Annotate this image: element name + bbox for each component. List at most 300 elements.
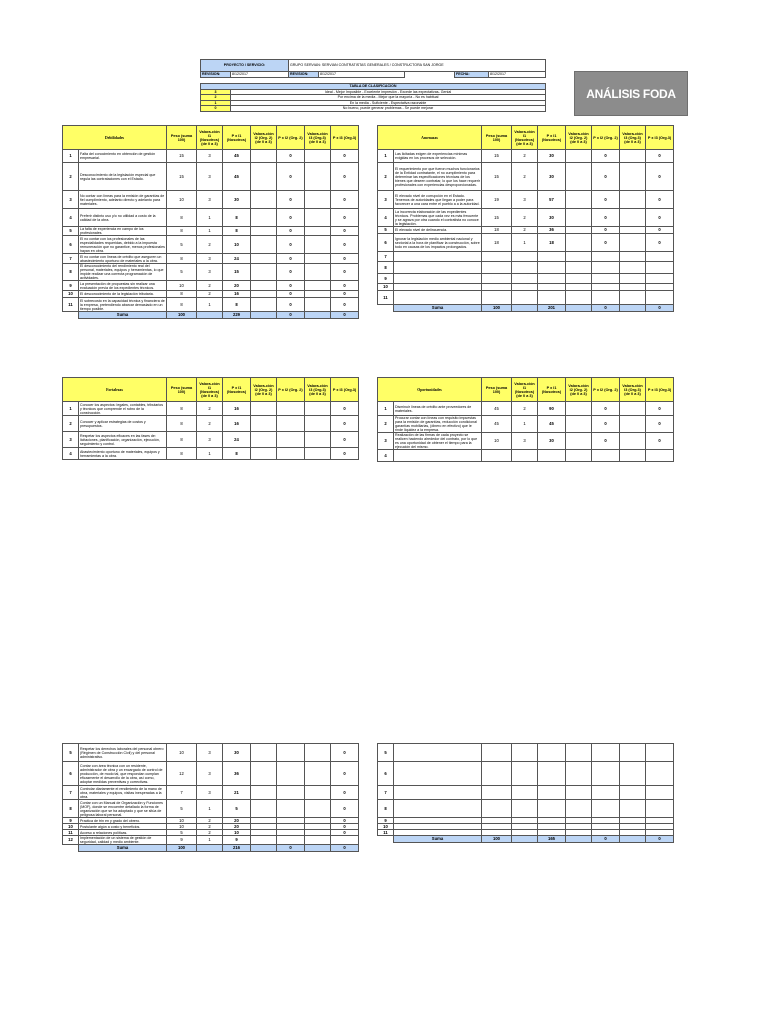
p-x-i3-cell	[646, 762, 674, 786]
valoracion-2-cell[interactable]	[251, 448, 277, 460]
valoracion-1-cell[interactable]: 2	[197, 830, 223, 836]
p-x-i1-cell: 5	[223, 800, 251, 818]
peso-cell[interactable]: 45	[482, 416, 512, 433]
valoracion-3-cell[interactable]	[305, 836, 331, 845]
scale-number: 1	[201, 100, 231, 106]
row-description[interactable]	[394, 450, 482, 462]
valoracion-2-cell[interactable]	[566, 234, 592, 252]
valoracion-1-cell[interactable]: 3	[197, 163, 223, 191]
p-x-i3-cell: 0	[646, 163, 674, 191]
valoracion-3-cell[interactable]	[620, 762, 646, 786]
valoracion-1-cell[interactable]: 3	[197, 150, 223, 163]
valoracion-2-cell[interactable]	[566, 744, 592, 762]
valoracion-3-cell[interactable]	[305, 416, 331, 432]
valoracion-3-cell[interactable]	[305, 800, 331, 818]
p-x-i3-cell	[646, 291, 674, 305]
p-x-i3-cell: 0	[331, 416, 359, 432]
peso-cell[interactable]: 9	[167, 836, 197, 845]
p-x-i2-cell: 0	[592, 402, 620, 416]
row-description[interactable]: Acceso a relaciones políticas.	[79, 830, 167, 836]
peso-cell[interactable]	[482, 284, 512, 291]
p-x-i1-cell: 16	[223, 402, 251, 416]
valoracion-1-cell[interactable]: 2	[197, 402, 223, 416]
valoracion-1-cell[interactable]: 1	[512, 234, 538, 252]
valoracion-1-cell[interactable]: 2	[512, 209, 538, 227]
p-x-i3-cell: 0	[331, 254, 359, 264]
peso-cell[interactable]	[482, 800, 512, 818]
p-x-i1-cell: 30	[223, 744, 251, 762]
valoracion-3-cell[interactable]	[620, 227, 646, 234]
valoracion-1-cell[interactable]	[512, 786, 538, 800]
p-x-i3-cell: 0	[646, 416, 674, 433]
sum-p2: 0	[277, 312, 305, 319]
peso-cell[interactable]: 8	[167, 298, 197, 312]
valoracion-1-cell[interactable]	[512, 800, 538, 818]
table-row	[63, 432, 359, 448]
table-row	[378, 786, 674, 800]
row-description[interactable]	[394, 252, 482, 262]
peso-cell[interactable]	[482, 762, 512, 786]
valoracion-1-cell[interactable]: 3	[197, 762, 223, 786]
p-x-i1-cell: 18	[538, 234, 566, 252]
valoracion-2-cell[interactable]	[566, 252, 592, 262]
row-description[interactable]: Realización de las firmas de cada proyecto se realicen haciendo alrededor del contrato, por lo que es una oportunidad de obtener el tiempo para la ejecución del mismo.	[394, 433, 482, 450]
p-x-i3-cell: 0	[331, 227, 359, 236]
p-x-i1-cell: 57	[538, 191, 566, 209]
peso-cell[interactable]	[482, 274, 512, 284]
sum-p3: 0	[331, 845, 359, 852]
valoracion-1-cell[interactable]: 2	[197, 818, 223, 824]
row-description[interactable]: La incorrecta elaboración de las expedientes técnicos. Problemas que cada vez es más frecuente y se agrava por otra cuando el contratista no conoce la legislación.	[394, 209, 482, 227]
row-number: 5	[378, 744, 394, 762]
row-description[interactable]: La presentación de propuestas sin realizar una evaluación previa de los expedientes técnicos.	[79, 281, 167, 291]
peso-cell[interactable]: 7	[167, 786, 197, 800]
p-x-i3-cell: 0	[331, 264, 359, 281]
valoracion-2-cell[interactable]	[251, 800, 277, 818]
p-x-i3-cell: 0	[331, 786, 359, 800]
valoracion-3-cell[interactable]	[305, 236, 331, 254]
sum-row	[63, 845, 359, 852]
peso-cell[interactable]: 15	[167, 163, 197, 191]
valoracion-1-cell[interactable]: 3	[197, 191, 223, 209]
valoracion-1-cell[interactable]: 3	[512, 433, 538, 450]
row-description[interactable]: El desconocimiento de la legislación tributaria.	[79, 291, 167, 298]
valoracion-1-cell[interactable]: 1	[197, 298, 223, 312]
valoracion-3-cell[interactable]	[620, 191, 646, 209]
valoracion-2-cell[interactable]	[251, 402, 277, 416]
table-row	[378, 450, 674, 462]
valoracion-2-cell[interactable]	[566, 800, 592, 818]
peso-cell[interactable]: 10	[482, 433, 512, 450]
row-description[interactable]: La falta de experiencia en campo de los profesionales.	[79, 227, 167, 236]
row-description[interactable]	[394, 786, 482, 800]
peso-cell[interactable]: 12	[167, 762, 197, 786]
valoracion-2-cell[interactable]	[251, 416, 277, 432]
p-x-i3-cell: 0	[646, 191, 674, 209]
valoracion-2-cell[interactable]	[566, 274, 592, 284]
valoracion-2-cell[interactable]	[566, 150, 592, 163]
row-description[interactable]: El elevado nivel de delincuencia.	[394, 227, 482, 234]
valoracion-1-cell[interactable]: 2	[197, 281, 223, 291]
row-description[interactable]: Respetar los aspectos eficaces en las fases de: licitaciones, planificación, organización, ejecución, seguimiento y control.	[79, 432, 167, 448]
row-description[interactable]	[394, 284, 482, 291]
fortalezas-continued-section	[62, 743, 359, 852]
valoracion-3-cell[interactable]	[305, 298, 331, 312]
scale-text: Ideal - Mejor Imposible - Excelente impresión - Excede las expectativas- Genial	[231, 89, 546, 95]
valoracion-2-cell[interactable]	[251, 836, 277, 845]
row-description[interactable]: Conocer y aplicar estrategias de costos y presupuestos.	[79, 416, 167, 432]
valoracion-2-cell[interactable]	[566, 284, 592, 291]
scale-text: Por encima de la media - Mejor que la mayoría - No es habitual	[231, 95, 546, 101]
peso-cell[interactable]: 8	[167, 291, 197, 298]
valoracion-1-cell[interactable]: 2	[197, 291, 223, 298]
p-x-i2-cell: 0	[277, 191, 305, 209]
p-x-i1-cell: 30	[538, 150, 566, 163]
peso-cell[interactable]: 18	[482, 234, 512, 252]
valoracion-2-cell[interactable]	[566, 291, 592, 305]
row-description[interactable]: Las licitadas exigen de experiencias mínimas exigidas en los procesos de selección.	[394, 150, 482, 163]
table-row	[378, 274, 674, 284]
valoracion-2-cell[interactable]	[566, 786, 592, 800]
row-description[interactable]: El elevado nivel de corrupción en el Estado. Tenemos de autoridades que llegan a poder para favorecer a una cara entre el pueblo a a la autoridad.	[394, 191, 482, 209]
valoracion-3-cell[interactable]	[620, 163, 646, 191]
peso-cell[interactable]: 10	[167, 744, 197, 762]
valoracion-2-cell[interactable]	[251, 762, 277, 786]
valoracion-2-cell[interactable]	[251, 744, 277, 762]
valoracion-3-cell[interactable]	[620, 150, 646, 163]
fortalezas-col-header: Valora-ción I2 (Org. 2) (de 0 a 3)	[251, 378, 277, 402]
peso-cell[interactable]: 15	[482, 209, 512, 227]
row-number: 9	[63, 818, 79, 824]
peso-cell[interactable]: 15	[482, 163, 512, 191]
peso-cell[interactable]	[482, 786, 512, 800]
row-description[interactable]: Procurar contar con líneas con requisito impuestas para la emisión de garantías, reducción condicional garantías mobiliarias, (dinero en efectivo) que le rinde liquidez a la empresa.	[394, 416, 482, 433]
valoracion-1-cell[interactable]	[512, 262, 538, 274]
valoracion-1-cell[interactable]	[512, 274, 538, 284]
row-description[interactable]: Desconocimiento de la legislación especial que regula las contrataciones con el Estado.	[79, 163, 167, 191]
peso-cell[interactable]: 8	[167, 416, 197, 432]
valoracion-3-cell[interactable]	[305, 150, 331, 163]
valoracion-2-cell[interactable]	[251, 191, 277, 209]
valoracion-1-cell[interactable]	[512, 762, 538, 786]
debilidades-col-header: Valora-ción I1 (Nosotros) (de 0 a 3)	[197, 126, 223, 150]
valoracion-2-cell[interactable]	[566, 416, 592, 433]
peso-cell[interactable]	[482, 252, 512, 262]
oportunidades-col-header: P x I1 (Nosotros)	[538, 378, 566, 402]
valoracion-1-cell[interactable]: 1	[197, 800, 223, 818]
valoracion-2-cell[interactable]	[251, 281, 277, 291]
valoracion-2-cell[interactable]	[251, 163, 277, 191]
valoracion-1-cell[interactable]: 2	[197, 416, 223, 432]
valoracion-1-cell[interactable]: 3	[197, 786, 223, 800]
sum-p1: 229	[223, 312, 251, 319]
peso-cell[interactable]: 8	[167, 209, 197, 227]
row-number: 9	[378, 274, 394, 284]
table-row	[63, 836, 359, 845]
valoracion-2-cell[interactable]	[566, 762, 592, 786]
amenazas-col-header: P x I2 (Org. 2)	[592, 126, 620, 150]
valoracion-1-cell[interactable]: 3	[197, 744, 223, 762]
peso-cell[interactable]: 5	[167, 236, 197, 254]
p-x-i1-cell: 21	[223, 786, 251, 800]
valoracion-2-cell[interactable]	[566, 402, 592, 416]
valoracion-3-cell[interactable]	[620, 262, 646, 274]
debilidades-col-header: Peso (suma 100)	[167, 126, 197, 150]
table-row	[378, 209, 674, 227]
valoracion-2-cell[interactable]	[566, 191, 592, 209]
valoracion-2-cell[interactable]	[251, 236, 277, 254]
valoracion-2-cell[interactable]	[251, 432, 277, 448]
sum-label: Suma	[79, 312, 167, 319]
row-description[interactable]: Preferir distinto uso y/o no utilidad a costo de la calidad de la obra.	[79, 209, 167, 227]
peso-cell[interactable]: 8	[167, 448, 197, 460]
table-row	[63, 762, 359, 786]
peso-cell[interactable]: 8	[167, 227, 197, 236]
valoracion-3-cell[interactable]	[305, 163, 331, 191]
row-description[interactable]: Practica de trin en y grado del obrero.	[79, 818, 167, 824]
valoracion-2-cell[interactable]	[566, 262, 592, 274]
sum-row	[63, 312, 359, 319]
row-description[interactable]	[394, 762, 482, 786]
oportunidades-section	[377, 377, 674, 462]
row-description[interactable]: Abastecimiento oportuno de materiales, equipos y herramientas a la obra.	[79, 448, 167, 460]
valoracion-2-cell[interactable]	[251, 227, 277, 236]
sum-row	[378, 836, 674, 843]
peso-cell[interactable]: 10	[167, 281, 197, 291]
valoracion-1-cell[interactable]: 2	[512, 150, 538, 163]
valoracion-2-cell[interactable]	[251, 291, 277, 298]
valoracion-3-cell[interactable]	[305, 402, 331, 416]
p-x-i1-cell: 8	[223, 227, 251, 236]
valoracion-3-cell[interactable]	[305, 264, 331, 281]
row-number: 3	[378, 191, 394, 209]
row-description[interactable]	[394, 800, 482, 818]
sum-p3: 0	[646, 305, 674, 312]
peso-cell[interactable]: 10	[167, 824, 197, 830]
valoracion-1-cell[interactable]: 2	[512, 402, 538, 416]
valoracion-2-cell[interactable]	[566, 209, 592, 227]
table-row	[378, 262, 674, 274]
table-row	[63, 150, 359, 163]
valoracion-3-cell[interactable]	[620, 416, 646, 433]
table-row	[63, 264, 359, 281]
row-description[interactable]: Contar con área técnica con un residente, administrador de obra y un encargado de control de producción, de modo tal, que respondan cumplan eficazmente el desarrollo de la obra, así como, adoptar medidas preventivas y correctivas.	[79, 762, 167, 786]
revision-row	[200, 71, 546, 78]
valoracion-3-cell[interactable]	[305, 227, 331, 236]
valoracion-1-cell[interactable]	[512, 291, 538, 305]
debilidades-title: Debilidades	[63, 126, 167, 150]
valoracion-2-cell[interactable]	[251, 150, 277, 163]
peso-cell[interactable]: 18	[482, 227, 512, 234]
valoracion-3-cell[interactable]	[305, 281, 331, 291]
p-x-i2-cell: 0	[277, 163, 305, 191]
peso-cell[interactable]: 10	[167, 818, 197, 824]
p-x-i2-cell	[592, 744, 620, 762]
valoracion-3-cell[interactable]	[620, 274, 646, 284]
peso-cell[interactable]: 15	[167, 150, 197, 163]
valoracion-2-cell[interactable]	[251, 264, 277, 281]
row-number: 2	[378, 163, 394, 191]
valoracion-3-cell[interactable]	[620, 234, 646, 252]
row-number: 2	[63, 163, 79, 191]
row-description[interactable]: El desconocimiento del rendimiento real del personal, materiales, equipos y herramientas, lo que impide realizar una correcta programación de actividades.	[79, 264, 167, 281]
row-description[interactable]: No contar con líneas para la emisión de garantías de fiel cumplimiento, adelanto directo y adelanto para materiales.	[79, 191, 167, 209]
p-x-i1-cell: 8	[223, 209, 251, 227]
p-x-i1-cell	[538, 262, 566, 274]
row-description[interactable]: El no contar con los profesionales de las especialidades requeridas, debido a la impuesta remuneración que no garantice, menos profesionales hayan en obra.	[80, 236, 165, 253]
valoracion-3-cell[interactable]	[305, 209, 331, 227]
valoracion-1-cell[interactable]: 3	[197, 432, 223, 448]
row-description[interactable]	[394, 744, 482, 762]
fortalezas-col-header: P x I1 (Nosotros)	[223, 378, 251, 402]
row-description[interactable]: Disminuir líneas de crédito ante proveedores de materiales.	[394, 402, 482, 416]
valoracion-3-cell[interactable]	[620, 800, 646, 818]
valoracion-1-cell[interactable]: 1	[197, 448, 223, 460]
valoracion-1-cell[interactable]: 3	[197, 254, 223, 264]
peso-cell[interactable]	[482, 262, 512, 274]
table-row	[378, 762, 674, 786]
row-description[interactable]: Falta del conocimiento en obtención de gestión empresarial.	[79, 150, 167, 163]
valoracion-2-cell[interactable]	[566, 450, 592, 462]
p-x-i3-cell	[646, 252, 674, 262]
valoracion-2-cell[interactable]	[251, 786, 277, 800]
peso-cell[interactable]: 5	[167, 800, 197, 818]
valoracion-3-cell[interactable]	[305, 762, 331, 786]
row-number: 8	[378, 262, 394, 274]
table-row	[378, 163, 674, 191]
row-description[interactable]: El sobrecosto en la capacidad técnica y financiera de la empresa, pretendiendo abarcar demasiado en un tiempo posible.	[80, 298, 165, 311]
row-description[interactable]: Postulante algún a costo y beneficios.	[79, 824, 167, 830]
revision-value-2: 8/12/2017	[319, 72, 405, 78]
valoracion-3-cell[interactable]	[620, 786, 646, 800]
row-description[interactable]: Implementación de un sistema de gestión de seguridad, calidad y medio ambiente.	[79, 836, 167, 845]
row-description[interactable]: El requerimiento por que fueron muchos funcionarios de la Entidad contratante, el no cumplimiento para determinar las especificaciones técnicas de los bienes que deseen contratar, lo que los hace requerir profesionales con experiencias desproporcionadas.	[394, 163, 482, 191]
sum-peso: 100	[482, 305, 512, 312]
p-x-i2-cell: 0	[592, 209, 620, 227]
sum-peso: 100	[167, 312, 197, 319]
row-description[interactable]	[394, 291, 482, 305]
debilidades-col-header: P x I3 (Org.3)	[331, 126, 359, 150]
row-number: 11	[63, 298, 79, 312]
p-x-i3-cell: 0	[331, 744, 359, 762]
valoracion-3-cell[interactable]	[620, 450, 646, 462]
valoracion-1-cell[interactable]	[512, 284, 538, 291]
p-x-i2-cell: 0	[277, 209, 305, 227]
valoracion-1-cell[interactable]: 3	[512, 191, 538, 209]
valoracion-3-cell[interactable]	[305, 191, 331, 209]
valoracion-3-cell[interactable]	[305, 291, 331, 298]
peso-cell[interactable]: 19	[482, 191, 512, 209]
valoracion-3-cell[interactable]	[620, 209, 646, 227]
p-x-i3-cell	[331, 836, 359, 845]
peso-cell[interactable]	[482, 291, 512, 305]
valoracion-1-cell[interactable]: 2	[512, 227, 538, 234]
fecha-value: 8/12/2017	[489, 72, 546, 78]
row-description[interactable]: Controlar diariamente el rendimiento de la mano de obra, materiales y equipos, visitas inesperadas a la obra.	[79, 786, 167, 800]
peso-cell[interactable]: 45	[482, 402, 512, 416]
row-description[interactable]	[394, 274, 482, 284]
table-row	[378, 433, 674, 450]
p-x-i2-cell: 0	[277, 150, 305, 163]
table-row	[63, 254, 359, 264]
valoracion-2-cell[interactable]	[251, 254, 277, 264]
scale-number: 2	[201, 95, 231, 101]
valoracion-1-cell[interactable]: 1	[197, 836, 223, 845]
scale-number: 0	[201, 106, 231, 112]
row-description[interactable]	[394, 262, 482, 274]
row-number: 3	[63, 191, 79, 209]
valoracion-3-cell[interactable]	[620, 744, 646, 762]
p-x-i2-cell: 0	[277, 264, 305, 281]
p-x-i3-cell: 0	[331, 291, 359, 298]
valoracion-3-cell[interactable]	[305, 786, 331, 800]
peso-cell[interactable]: 8	[167, 432, 197, 448]
peso-cell[interactable]: 8	[167, 402, 197, 416]
valoracion-1-cell[interactable]	[512, 450, 538, 462]
valoracion-2-cell[interactable]	[251, 298, 277, 312]
valoracion-3-cell[interactable]	[620, 402, 646, 416]
row-description[interactable]: El no contar con líneas de crédito que aseguren un abastecimiento oportuno de materiales a la obra.	[79, 254, 167, 264]
peso-cell[interactable]	[482, 450, 512, 462]
p-x-i2-cell	[277, 416, 305, 432]
valoracion-3-cell[interactable]	[305, 254, 331, 264]
table-row	[378, 191, 674, 209]
sum-p1: 216	[223, 845, 251, 852]
p-x-i2-cell: 0	[592, 163, 620, 191]
p-x-i1-cell	[538, 450, 566, 462]
fortalezas-col-header: P x I2 (Org. 2)	[277, 378, 305, 402]
peso-cell[interactable]: 10	[167, 191, 197, 209]
peso-cell[interactable]: 15	[482, 150, 512, 163]
valoracion-3-cell[interactable]	[620, 252, 646, 262]
valoracion-3-cell[interactable]	[620, 433, 646, 450]
valoracion-2-cell[interactable]	[566, 163, 592, 191]
valoracion-3-cell[interactable]	[620, 291, 646, 305]
p-x-i1-cell: 16	[223, 416, 251, 432]
row-description[interactable]: Respetar los derechos laborales del personal obrero (Régimen de Construcción Civil) y del personal administrativo.	[79, 744, 167, 762]
valoracion-1-cell[interactable]: 1	[512, 416, 538, 433]
valoracion-3-cell[interactable]	[305, 448, 331, 460]
peso-cell[interactable]: 5	[167, 830, 197, 836]
row-description[interactable]: Contar con un Manual de Organización y Funciones (MOF), donde se encuentre detallado la forma de organización que se ha adoptado y que se sitúa de peligrosa laboral personal.	[79, 800, 167, 818]
valoracion-3-cell[interactable]	[305, 432, 331, 448]
p-x-i3-cell: 0	[331, 448, 359, 460]
peso-cell[interactable]	[482, 744, 512, 762]
valoracion-3-cell[interactable]	[305, 744, 331, 762]
valoracion-1-cell[interactable]	[512, 252, 538, 262]
valoracion-1-cell[interactable]: 3	[197, 264, 223, 281]
valoracion-1-cell[interactable]	[512, 744, 538, 762]
valoracion-3-cell[interactable]	[620, 284, 646, 291]
p-x-i3-cell	[646, 786, 674, 800]
valoracion-2-cell[interactable]	[566, 433, 592, 450]
peso-cell[interactable]: 8	[167, 254, 197, 264]
valoracion-1-cell[interactable]: 1	[197, 209, 223, 227]
p-x-i3-cell: 0	[331, 163, 359, 191]
valoracion-1-cell[interactable]: 1	[197, 227, 223, 236]
row-description[interactable]: Conocer los aspectos: legales, contables, tributarios y técnicos que comprende el rubro de la construcción.	[79, 402, 167, 416]
valoracion-2-cell[interactable]	[566, 227, 592, 234]
valoracion-1-cell[interactable]: 2	[197, 236, 223, 254]
p-x-i3-cell: 0	[646, 433, 674, 450]
valoracion-2-cell[interactable]	[251, 209, 277, 227]
peso-cell[interactable]: 5	[167, 264, 197, 281]
row-description[interactable]: Ignorar la legislación medio ambiental nacional y sectorial a la hora de planificar la construcción, sobre todo en causas de los impactos prolongados.	[394, 234, 482, 252]
amenazas-col-header: Valora-ción I1 (Nosotros) (de 0 a 3)	[512, 126, 538, 150]
oportunidades-continued-section	[377, 743, 674, 843]
valoracion-1-cell[interactable]: 2	[512, 163, 538, 191]
valoracion-1-cell[interactable]: 2	[197, 824, 223, 830]
